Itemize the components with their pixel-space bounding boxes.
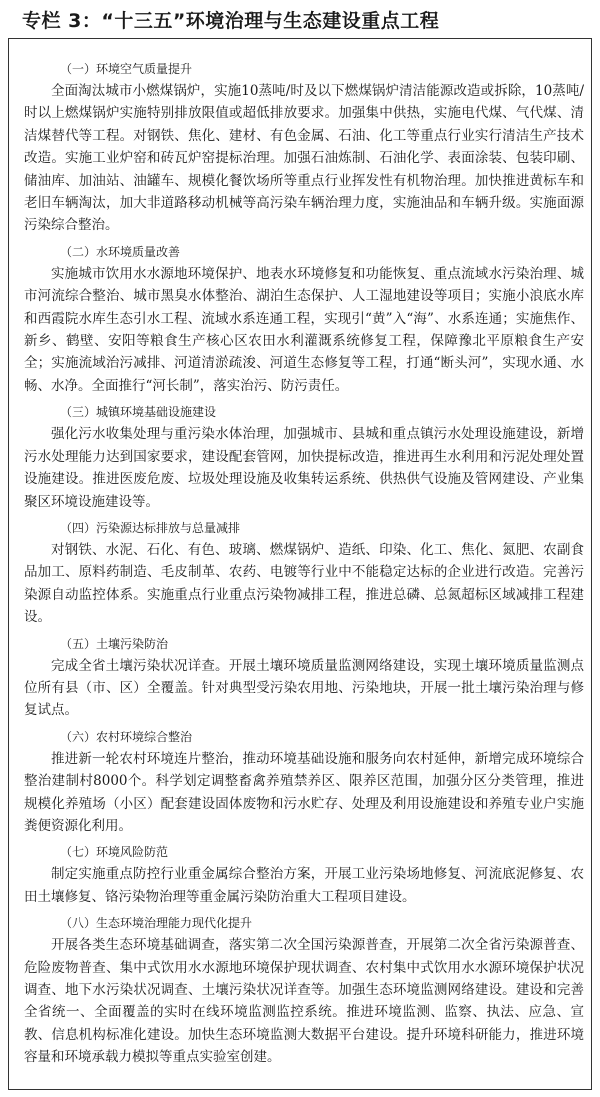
section-rural-environment bbox=[24, 726, 584, 838]
section-heading: （七）环境风险防范 bbox=[60, 845, 169, 860]
section-paragraph: 全面淘汰城市小燃煤锅炉，实施10蒸吨/时及以下燃煤锅炉清洁能源改造或拆除，10蒸吨/时以上燃煤锅炉实施特别排放限值或超低排放要求。加强集中供热，实施电代煤、气代煤、清洁煤替代等工程。对钢铁、焦化、建材、有色金属、石油、化工等重点行业实行清洁生产技术改造。实施工业炉窑和砖瓦炉窑提标治理。加强石油炼制、石油化学、表面涂装、包装印刷、储油库、加油站、油罐车、规模化餐饮场所等重点行业挥发性有机物治理。加快推进黄标车和老旧车辆淘汰，加大非道路移动机械等高污染车辆治理力度，实施油品和车辆升级。实施面源污染综合整治。 bbox=[24, 83, 584, 234]
sections-container bbox=[24, 58, 584, 1073]
section-paragraph: 对钢铁、水泥、石化、有色、玻璃、燃煤锅炉、造纸、印染、化工、焦化、氮肥、农副食品加工、原料药制造、毛皮制革、农药、电镀等行业中不能稳定达标的企业进行改造。完善污染源自动监控体系。实施重点行业重点污染物减排工程，推进总磷、总氮超标区域减排工程建设。 bbox=[24, 541, 584, 626]
page-title: 专栏 3：“十三五”环境治理与生态建设重点工程 bbox=[22, 10, 440, 32]
section-paragraph: 完成全省土壤污染状况详查。开展土壤环境质量监测网络建设，实现土壤环境质量监测点位所有县（市、区）全覆盖。针对典型受污染农用地、污染地块，开展一批土壤污染治理与修复试点。 bbox=[24, 657, 584, 719]
section-heading: （八）生态环境治理能力现代化提升 bbox=[60, 916, 253, 931]
section-air-quality bbox=[24, 58, 584, 237]
section-heading: （二）水环境质量改善 bbox=[60, 244, 181, 259]
section-paragraph: 实施城市饮用水水源地环境保护、地表水环境修复和功能恢复、重点流域水污染治理、城市河流综合整治、城市黑臭水体整治、湖泊生态保护、人工湿地建设等项目；实施小浪底水库和西霞院水库生态引水工程、流域水系连通工程，实现引“黄”入“海”、水系连通；实施焦作、新乡、鹤壁、安阳等粮食生产核心区农田水利灌溉系统修复工程，保障豫北平原粮食生产安全；实施流域治污减排、河道清淤疏浚、河道生态修复等工程，打通“断头河”，实现水通、水畅、水净。全面推行“河长制”，落实治污、防污责任。 bbox=[24, 265, 584, 394]
section-heading: （四）污染源达标排放与总量减排 bbox=[60, 520, 241, 535]
section-heading: （三）城镇环境基础设施建设 bbox=[60, 405, 217, 420]
section-urban-infrastructure bbox=[24, 401, 584, 513]
section-water-quality bbox=[24, 241, 584, 397]
section-heading: （一）环境空气质量提升 bbox=[60, 62, 193, 76]
section-paragraph: 推进新一轮农村环境连片整治，推动环境基础设施和服务向农村延伸，新增完成环境综合整治建制村8000个。科学划定调整畜禽养殖禁养区、限养区范围，加强分区分类管理，推进规模化养殖场（小区）配套建设固体废物和污水贮存、处理及利用设施建设和养殖专业户实施粪便资源化利用。 bbox=[24, 750, 584, 834]
section-soil-pollution bbox=[24, 633, 584, 722]
section-heading: （五）土壤污染防治 bbox=[60, 636, 169, 651]
section-paragraph: 开展各类生态环境基础调查，落实第二次全国污染源普查，开展第二次全省污染源普查、危险废物普查、集中式饮用水水源地环境保护现状调查、农村集中式饮用水水源环境保护状况调查、地下水污染状况调查、土壤污染状况详查等。加强生态环境监测网络建设。建设和完善全省统一、全面覆盖的实时在线环境监测监控系统。推进环境监测、监察、执法、应急、宣教、信息机构标准化建设。加快生态环境监测大数据平台建设。提升环境科研能力，推进环境容量和环境承载力模拟等重点实验室创建。 bbox=[24, 937, 584, 1066]
section-governance-capacity bbox=[24, 912, 584, 1068]
section-emission-reduction bbox=[24, 517, 584, 629]
section-paragraph: 强化污水收集处理与重污染水体治理，加强城市、县城和重点镇污水处理设施建设，新增污水处理能力达到国家要求，建设配套管网，加快提标改造，推进再生水利用和污泥处理处置设施建设。推进医废危废、垃圾处理设施及收集转运系统、供热供气设施及管网建设、产业集聚区环境设施建设等。 bbox=[24, 426, 584, 510]
section-heading: （六）农村环境综合整治 bbox=[60, 729, 193, 744]
section-paragraph: 制定实施重点防控行业重金属综合整治方案，开展工业污染场地修复、河流底泥修复、农田土壤修复、铬污染物治理等重金属污染防治重大工程项目建设。 bbox=[24, 866, 584, 905]
section-risk-prevention bbox=[24, 841, 584, 908]
